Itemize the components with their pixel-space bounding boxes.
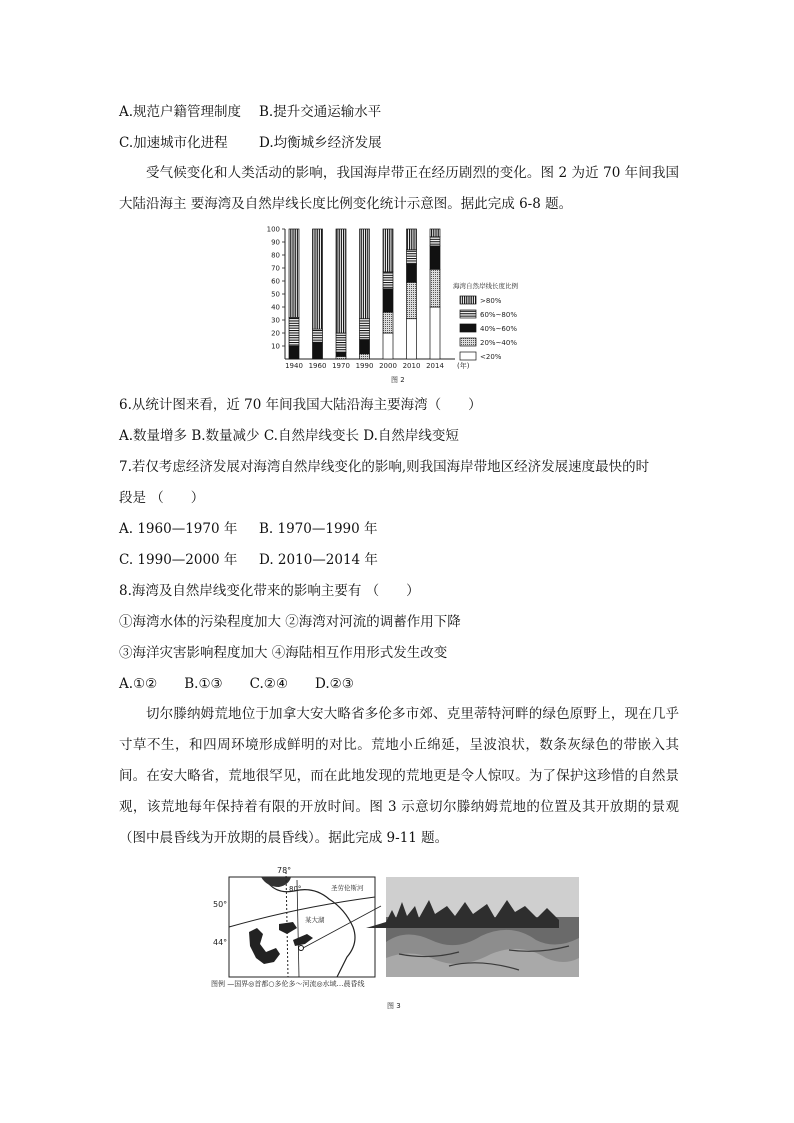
- bar-segment: [383, 289, 393, 312]
- bar-segment: [313, 229, 323, 329]
- latitude-label-50: 50°: [213, 900, 228, 909]
- landscape-photo: [366, 877, 579, 977]
- legend-swatch: [460, 338, 476, 346]
- legend-swatch: [460, 296, 476, 304]
- bar-segment: [407, 319, 417, 359]
- legend-label: 20%~40%: [480, 339, 517, 347]
- chart-x-tick-label: 1990: [355, 362, 374, 370]
- bar-segment: [360, 229, 370, 319]
- chart-y-tick-label: 100: [266, 225, 280, 234]
- chart-x-axis-unit: (年): [457, 362, 470, 370]
- bar-segment: [430, 246, 440, 269]
- q8-items-line2: ③海洋灾害影响程度加大 ④海陆相互作用形式发生改变: [119, 645, 448, 661]
- figure-3: [209, 862, 589, 1017]
- river-label: 圣劳伦斯河: [331, 884, 364, 892]
- bar-segment: [383, 229, 393, 272]
- q7-option-c: C. 1990—2000 年: [119, 552, 238, 568]
- legend-label: >80%: [480, 297, 502, 305]
- bar-segment: [383, 272, 393, 289]
- longitude-label-80: 80°: [289, 885, 302, 893]
- intro-paragraph-6-8: 受气候变化和人类活动的影响，我国海岸带正在经历剧烈的变化。图 2 为近 70 年间我国大陆沿海主 要海湾及自然岸线长度比例变化统计示意图。据此完成 6-8 题。: [119, 165, 679, 212]
- q8-options: A.①② B.①③ C.②④ D.②③: [119, 676, 354, 692]
- chart-legend-title: 海湾自然岸线长度比例: [453, 282, 518, 290]
- bar-segment: [289, 346, 299, 359]
- q5-option-b: B.提升交通运输水平: [259, 104, 382, 120]
- bar-segment: [430, 237, 440, 246]
- q6-stem: 6.从统计图来看，近 70 年间我国大陆沿海主要海湾（ ）: [119, 397, 482, 413]
- bar-segment: [336, 353, 346, 357]
- legend-swatch: [460, 352, 476, 360]
- lake-label: 某大湖: [305, 916, 325, 924]
- q5-options-row2: [119, 134, 382, 152]
- bar-segment: [289, 229, 299, 317]
- chart-y-tick-label: 10: [271, 342, 280, 351]
- bar-segment: [407, 282, 417, 318]
- chart-x-tick-label: 2010: [402, 362, 421, 370]
- chart-caption: 图 2: [391, 376, 405, 384]
- chart-x-tick-label: 2000: [379, 362, 397, 370]
- q8-stem: 8.海湾及自然岸线变化带来的影响主要有 （ ）: [119, 583, 420, 599]
- bar-segment: [336, 333, 346, 353]
- chart-y-tick-label: 70: [271, 264, 280, 273]
- q7-option-b: B. 1970—1990 年: [259, 521, 378, 537]
- chart-figure-2: [255, 222, 555, 390]
- bar-segment: [407, 229, 417, 250]
- bar-segment: [383, 312, 393, 333]
- q5-option-d: D.均衡城乡经济发展: [259, 135, 382, 151]
- q7-stem-line1: 7.若仅考虑经济发展对海湾自然岸线变化的影响,则我国海岸带地区经济发展速度最快的时: [119, 459, 650, 475]
- bar-segment: [383, 333, 393, 359]
- q7-options-row2: [119, 551, 378, 569]
- bar-segment: [407, 264, 417, 282]
- legend-label: 40%~60%: [480, 325, 517, 333]
- intro-paragraph-9-11: 切尔滕纳姆荒地位于加拿大安大略省多伦多市郊、克里蒂特河畔的绿色原野上，现在几乎寸草不生，和四周环境形成鲜明的对比。荒地小丘绵延，呈波浪状，数条灰绿色的带嵌入其间。在安大略省，荒地很罕见，而在此地发现的荒地更是令人惊叹。为了保护这珍惜的自然景观，该荒地每年保持着有限的开放时间。图 3 示意切尔滕纳姆荒地的位置及其开放期的景观（图中晨昏线为开放期的晨昏线）。据此完成 9-11 题。: [119, 706, 679, 846]
- bar-segment: [430, 307, 440, 359]
- q7-option-d: D. 2010—2014 年: [259, 552, 378, 568]
- chart-y-tick-label: 20: [271, 329, 280, 338]
- figure-3-caption: 图 3: [387, 1002, 401, 1010]
- chart-x-tick-label: 1960: [308, 362, 327, 370]
- chart-y-tick-label: 80: [271, 251, 280, 260]
- q7-stem-line2: 段是 （ ）: [119, 490, 205, 506]
- chart-y-tick-label: 60: [271, 277, 280, 286]
- chart-x-tick-label: 2014: [426, 362, 444, 370]
- bar-segment: [360, 354, 370, 359]
- chart-y-tick-label: 30: [271, 316, 280, 325]
- legend-swatch: [460, 310, 476, 318]
- legend-swatch: [460, 324, 476, 332]
- q7-option-a: A. 1960—1970 年: [119, 521, 238, 537]
- bar-segment: [360, 319, 370, 340]
- chart-y-tick-label: 90: [271, 238, 280, 247]
- q7-options-row1: [119, 520, 378, 538]
- legend-label: 60%~80%: [480, 311, 517, 319]
- bar-segment: [336, 229, 346, 333]
- q5-option-a: A.规范户籍管理制度: [119, 104, 242, 120]
- chart-y-tick-label: 50: [271, 290, 280, 299]
- q8-items-line1: ①海湾水体的污染程度加大 ②海湾对河流的调蓄作用下降: [119, 614, 461, 630]
- legend-label: <20%: [480, 353, 502, 361]
- figure-3-legend: 图例 —国界◎首都○多伦多～河流◎水域…晨昏线: [211, 980, 365, 988]
- chart-y-tick-label: 40: [271, 303, 280, 312]
- latitude-label-44: 44°: [213, 938, 228, 947]
- bar-segment: [289, 317, 299, 346]
- q5-options-row1: [119, 103, 381, 121]
- chart-x-tick-label: 1940: [285, 362, 303, 370]
- bar-segment: [407, 250, 417, 264]
- bar-segment: [430, 229, 440, 237]
- q5-option-c: C.加速城市化进程: [119, 135, 228, 151]
- chart-x-tick-label: 1970: [332, 362, 350, 370]
- bar-segment: [430, 269, 440, 307]
- q6-options: A.数量增多 B.数量减少 C.自然岸线变长 D.自然岸线变短: [119, 428, 459, 444]
- location-map: [213, 866, 381, 977]
- longitude-label-78: 78°: [277, 866, 292, 875]
- bar-segment: [360, 340, 370, 354]
- bar-segment: [336, 356, 346, 359]
- bar-segment: [313, 342, 323, 359]
- bar-segment: [313, 329, 323, 342]
